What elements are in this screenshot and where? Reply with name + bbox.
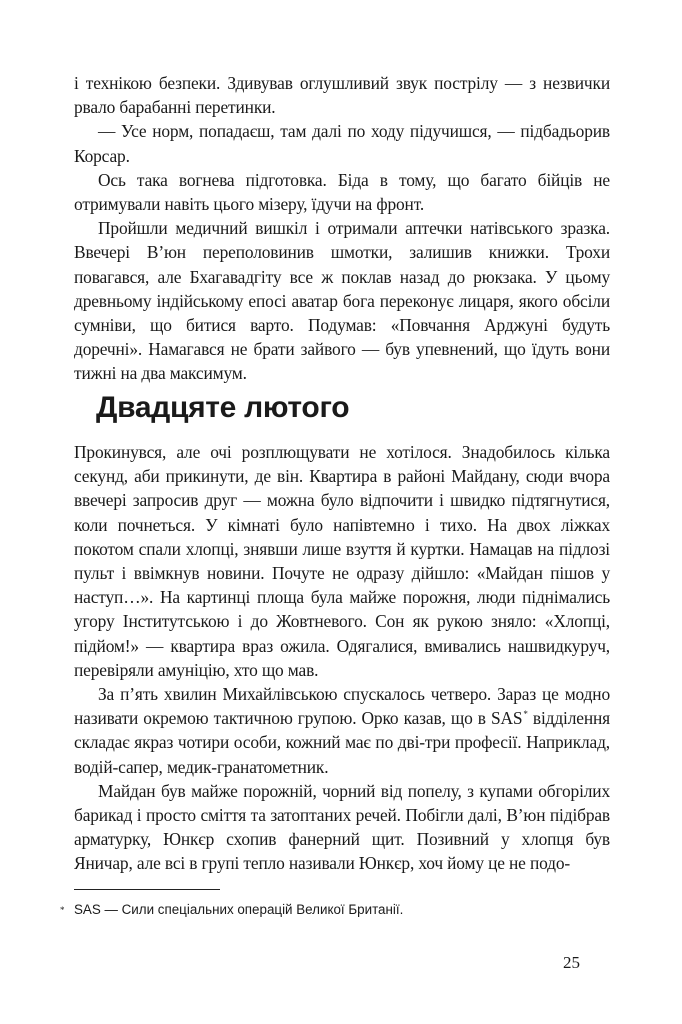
text-block-top — [74, 71, 610, 386]
paragraph-with-footnote-ref — [74, 682, 610, 779]
paragraph: Пройшли медичний вишкіл і отримали аптечки натівського зразка. Ввечері В’юн переполовинив шмотки, залишив книжки. Трохи повагався, але Бхагавадгіту все ж поклав назад до рюкзака. У цьому древньому індійському епосі аватар бога переконує лицаря, якого обсіли сумніви, що битися варто. Подумав: «Повчання Арджуні будуть доречні». Намагався не брати зайвого — був упевнений, що їдуть вони тижні на два максимум. — [74, 218, 610, 384]
section-heading: Двадцяте лютого — [96, 391, 350, 424]
paragraph-text-after: відділення складає якраз чотири особи, кожний має по дві-три професії. Наприклад, водій-сапер, медик-гранатометник. — [74, 708, 610, 777]
footnote-reference[interactable]: * — [523, 709, 528, 720]
page-number: 25 — [563, 953, 580, 972]
footnote-divider — [74, 889, 220, 890]
paragraph: Майдан був майже порожній, чорний від попелу, з купами обгорілих барикад і просто сміття та затоптаних речей. Побігли далі, В’юн підібрав арматурку, Юнкєр схопив фанерний щит. Позивний у хлопця був Яничар, але всі в групі тепло називали Юнкєр, хоч йому це не подо- — [74, 780, 610, 874]
paragraph: Ось така вогнева підготовка. Біда в тому, що багато бійців не отримували навіть цього мізеру, їдучи на фронт. — [74, 169, 610, 215]
paragraph: і технікою безпеки. Здивував оглушливий звук пострілу — з незвички рвало барабанні перетинки. — [74, 73, 610, 118]
footnote — [60, 901, 620, 919]
footnote-mark: * — [60, 905, 65, 915]
text-block-bottom — [74, 440, 610, 876]
paragraph-text-before: За п’ять хвилин Михайлівською спускалось четверо. Зараз це модно називати окремою тактичною групою. Орко казав, що в SAS — [74, 684, 610, 729]
paragraph: Прокинувся, але очі розплющувати не хотілося. Знадобилось кілька секунд, аби прикинути, де він. Квартира в районі Майдану, сюди вчора ввечері запросив друг — можна було відпочити і швидко підтягнутися, коли почнеться. У кімнаті було напівтемно і тихо. На двох ліжках покотом спали хлопці, знявши лише взуття й куртки. Намацав на підлозі пульт і ввімкнув новини. Почуте не одразу дійшло: «Майдан пішов у наступ…». На картинці площа була майже порожня, люди піднімались угору Інститутською і до Жовтневого. Сон як рукою зняло: «Хлопці, підйом!» — квартира враз ожила. Одягалися, вмивались нашвидкуруч, перевіряли амуніцію, хто що мав. — [74, 442, 610, 680]
footnote-text: SAS — Сили спеціальних операцій Великої Британії. — [74, 902, 404, 917]
paragraph: — Усе норм, попадаєш, там далі по ходу підучишся, — підбадьорив Корсар. — [74, 121, 610, 166]
